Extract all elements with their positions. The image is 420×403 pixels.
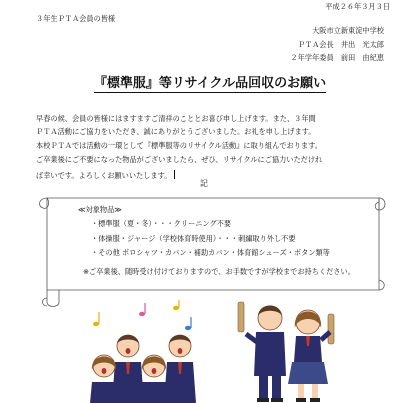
items-scroll-box [33,190,389,308]
item-gym-wear: ・体操服・ジャージ（学校体育時使用）・・・刺繍取り外し不要 [91,234,296,243]
student-figure [246,306,286,403]
body-line: 本校ＰＴＡでは活動の一環として『標準服等のリサイクル活動』に取り組んでおります。 [36,141,322,150]
graduating-students-illustration [232,292,342,403]
body-line: ＰＴＡ活動にご協力をいただき、誠にありがとうございました。お礼を申し上げます。 [36,127,316,136]
items-heading: ≪対象物品≫ [78,205,122,214]
sender-committee: ２年学年委員 前田 由紀恵 [290,53,384,62]
body-line: 早春の候、会員の皆様にはますますご清祥のこととお喜び申し上げます。また、３年間 [36,114,316,123]
student-figure [288,310,330,402]
sender-pta-president: ＰＴＡ会長 井出 光太郎 [297,40,384,49]
item-others: ・その他 ポロシャツ・カバン・補助カバン・体育館シューズ・ボタン類等 [91,248,330,257]
text-cursor [174,170,175,179]
body-line: ご卒業後にご不要になった物品がございましたら、ぜひ、リサイクルにご協力いただけれ [36,155,323,164]
music-note-icon [93,300,191,330]
student-figure [164,335,196,403]
body-line-text: ば幸いです。よろしくお願いいたします。 [36,171,172,180]
item-uniform: ・標準服（夏・冬）・・・クリーニング不要 [91,219,232,228]
singing-students-illustration [88,300,208,403]
letter-title [0,77,420,93]
student-figure [140,355,168,403]
letter-date: 平成２６年３月３日 [325,2,390,11]
diploma-tube-icon [328,314,334,344]
sender-school: 大阪市立新東淀中学校 [312,26,384,35]
letter-recipient: ３年生ＰＴＡ会員の皆様 [36,14,116,23]
ki-marker: 記 [200,179,208,188]
body-line [36,170,175,179]
diploma-tube-icon [238,302,244,332]
items-note: ※ご卒業後、随時受け付けておりますので、お手数ですが学校までお持ちください。 [83,267,355,276]
letter-title-text: 『標準服』等リサイクル品回収のお願い [93,76,327,91]
